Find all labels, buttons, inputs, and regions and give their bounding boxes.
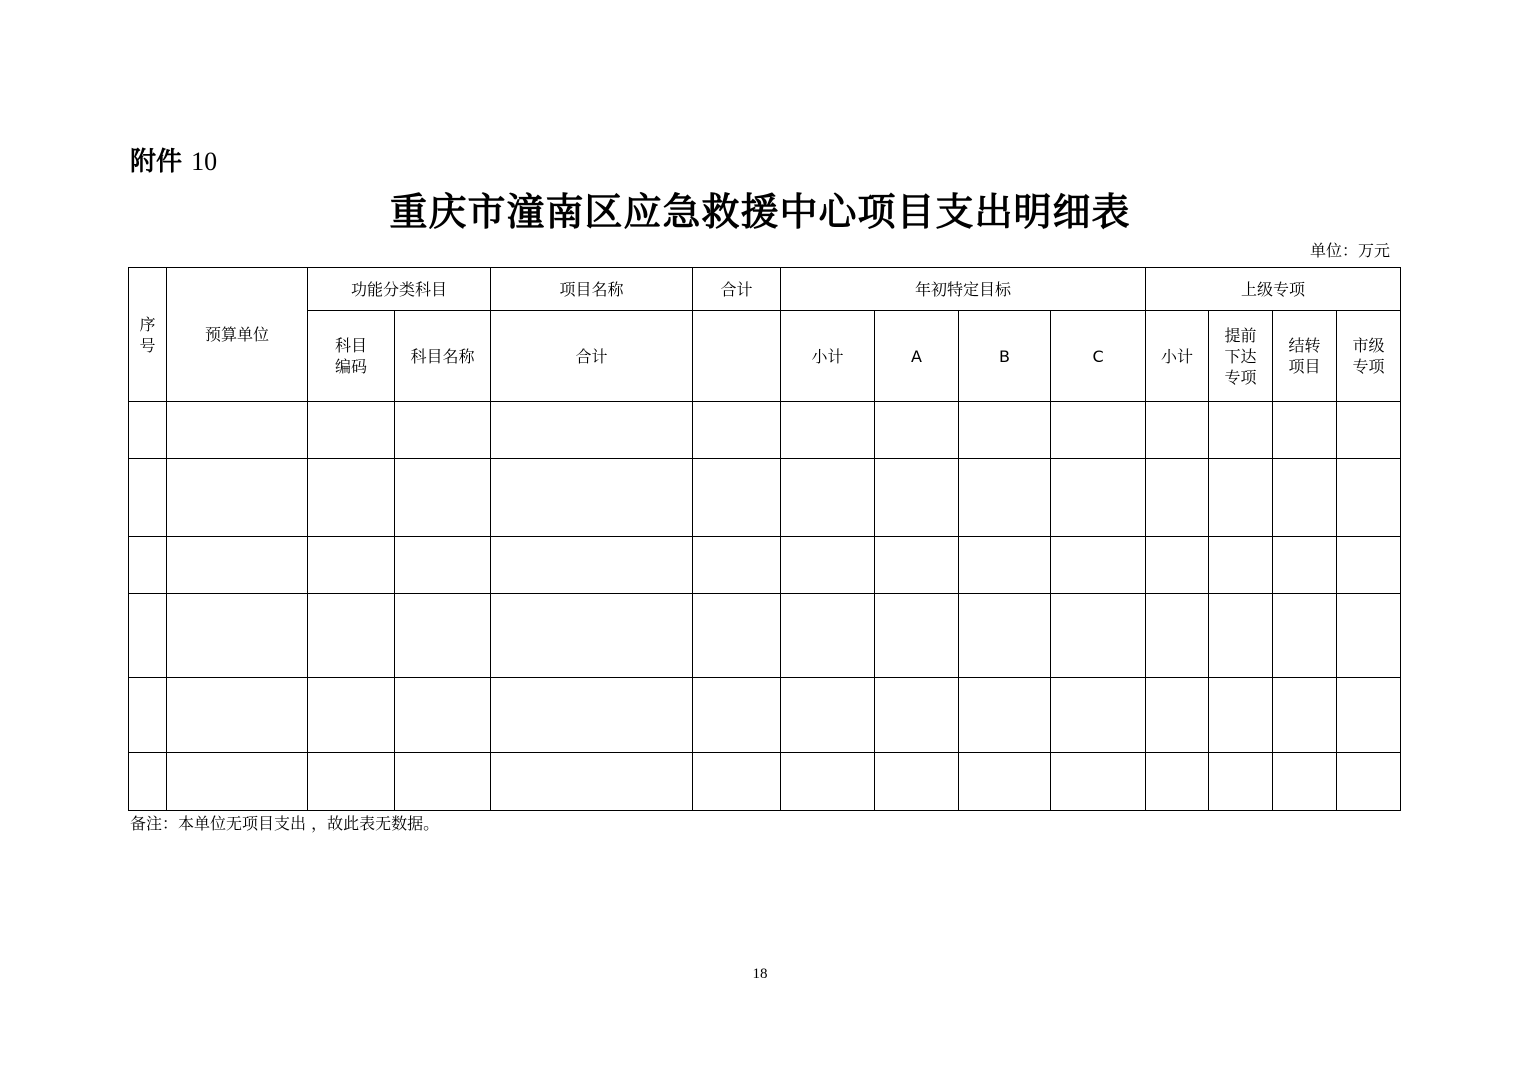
header-subtotal: 小计 <box>781 311 875 402</box>
header-target-b: B <box>959 311 1051 402</box>
header-total-2: 合计 <box>491 311 693 402</box>
header-annual-target: 年初特定目标 <box>781 268 1146 311</box>
header-target-a: A <box>875 311 959 402</box>
header-superior-special: 上级专项 <box>1146 268 1401 311</box>
header-total-blank <box>693 311 781 402</box>
header-subject-code-text: 科目编码 <box>335 336 368 376</box>
remark-note: 备注：本单位无项目支出 ，故此表无数据。 <box>130 814 440 833</box>
attachment-label <box>130 146 217 178</box>
header-advance-special-text: 提前下达专项 <box>1224 325 1257 387</box>
header-advance-special <box>1209 311 1273 402</box>
header-seq <box>129 268 167 402</box>
header-city-special <box>1337 311 1401 402</box>
project-expenditure-table <box>128 267 1401 811</box>
header-target-c: C <box>1051 311 1146 402</box>
header-total: 合计 <box>693 268 781 311</box>
header-row-1 <box>129 268 1401 311</box>
page-number: 18 <box>752 966 768 982</box>
header-row-2 <box>129 311 1401 402</box>
page-title: 重庆市潼南区应急救援中心项目支出明细表 <box>389 189 1131 234</box>
table-row <box>129 459 1401 537</box>
header-budget-unit: 预算单位 <box>167 268 308 402</box>
table-row <box>129 594 1401 678</box>
table-row <box>129 753 1401 811</box>
header-subject-code <box>308 311 395 402</box>
attachment-number: 10 <box>191 147 218 176</box>
header-superior-subtotal: 小计 <box>1146 311 1209 402</box>
header-carryover-text: 结转项目 <box>1288 336 1321 376</box>
header-function-category: 功能分类科目 <box>308 268 491 311</box>
header-subject-name: 科目名称 <box>395 311 491 402</box>
header-city-special-text: 市级专项 <box>1352 336 1385 376</box>
table-row <box>129 537 1401 594</box>
table-row <box>129 402 1401 459</box>
header-seq-text: 序号 <box>139 314 156 355</box>
unit-label: 单位：万元 <box>1309 241 1390 260</box>
header-project-name: 项目名称 <box>491 268 693 311</box>
header-carryover <box>1273 311 1337 402</box>
table-row <box>129 678 1401 753</box>
attachment-prefix: 附件 <box>130 147 183 177</box>
